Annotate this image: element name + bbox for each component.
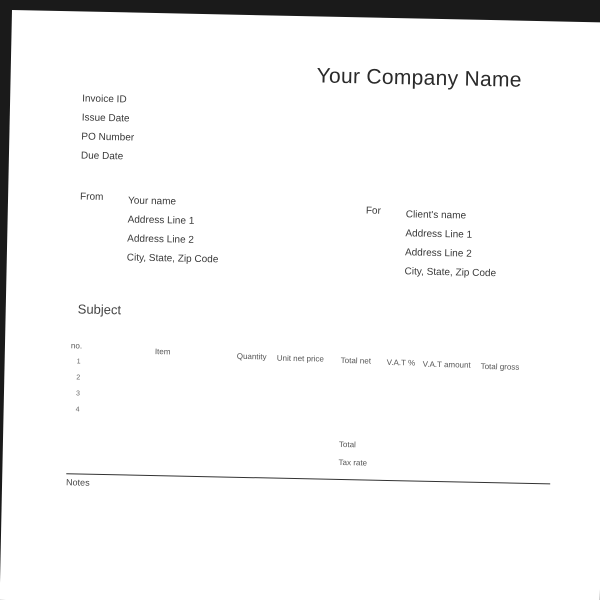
from-name: Your name xyxy=(127,195,177,208)
client-address-2: Address Line 2 xyxy=(404,247,472,260)
col-header-quantity: Quantity xyxy=(236,351,267,362)
for-label: For xyxy=(365,205,381,217)
invoice-id-label: Invoice ID xyxy=(82,93,127,106)
client-city-state-zip: City, State, Zip Code xyxy=(404,266,497,280)
table-row: 1 xyxy=(76,358,81,366)
issue-date-label: Issue Date xyxy=(81,112,130,125)
col-header-vat-percent: V.A.T % xyxy=(386,357,416,368)
col-header-unit-net-price: Unit net price xyxy=(276,353,324,364)
col-header-total-net: Total net xyxy=(340,355,372,366)
total-label: Total xyxy=(338,439,356,450)
notes-divider xyxy=(66,473,550,484)
col-header-total-gross: Total gross xyxy=(480,361,520,372)
from-label: From xyxy=(79,191,104,203)
table-row: 3 xyxy=(75,390,80,398)
table-row: 4 xyxy=(75,406,80,414)
po-number-label: PO Number xyxy=(81,131,135,144)
notes-label: Notes xyxy=(66,477,90,488)
col-header-no: no. xyxy=(70,341,83,351)
table-row: 2 xyxy=(76,374,81,382)
client-name: Client's name xyxy=(405,209,467,222)
due-date-label: Due Date xyxy=(80,150,124,163)
client-address-1: Address Line 1 xyxy=(405,228,473,241)
company-name: Your Company Name xyxy=(316,64,522,92)
invoice-page xyxy=(0,10,600,600)
from-address-2: Address Line 2 xyxy=(127,233,195,246)
subject-label: Subject xyxy=(77,301,122,318)
from-city-state-zip: City, State, Zip Code xyxy=(126,252,219,266)
tax-rate-label: Tax rate xyxy=(338,457,368,468)
col-header-vat-amount: V.A.T amount xyxy=(422,359,471,370)
from-address-1: Address Line 1 xyxy=(127,214,195,227)
col-header-item: Item xyxy=(154,347,171,357)
